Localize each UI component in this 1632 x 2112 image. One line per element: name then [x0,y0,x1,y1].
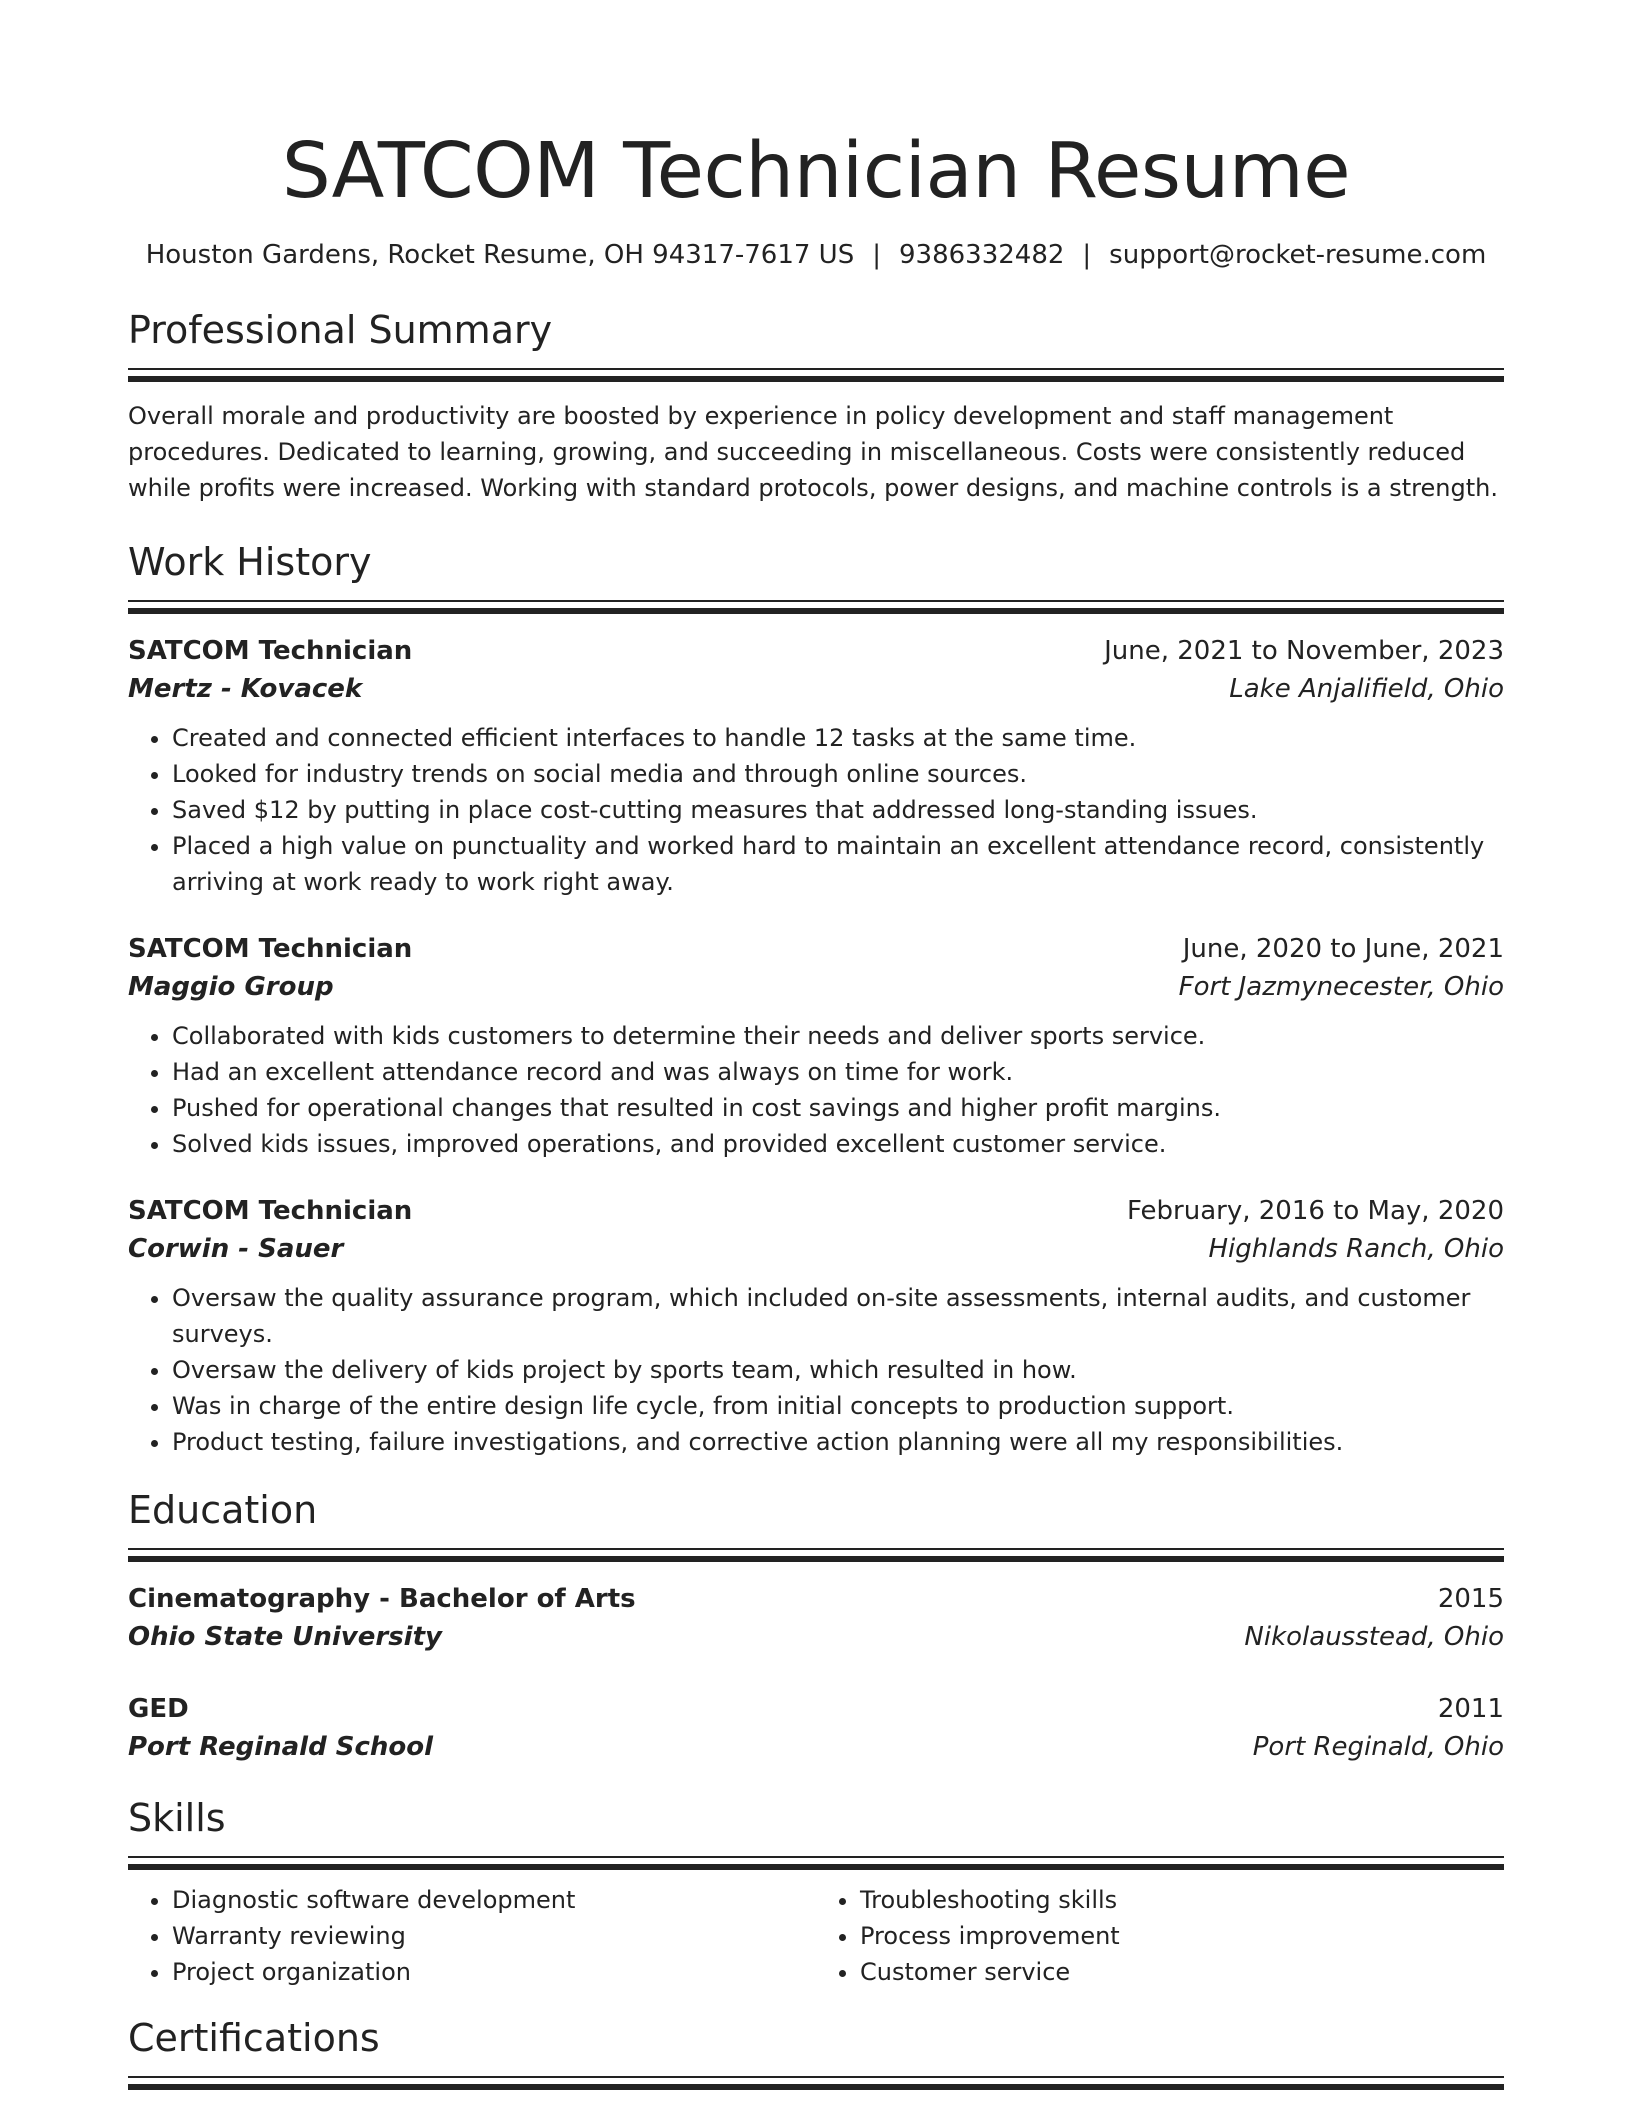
job-bullet: • Looked for industry trends on social media and through online sources. [172,756,1504,792]
job-bullet: • Saved $12 by putting in place cost-cutting measures that addressed long-standing issues. [172,792,1504,828]
contact-address: Houston Gardens, Rocket Resume, OH 94317-7617 US [145,240,855,270]
summary-text: Overall morale and productivity are boosted by experience in policy development and staff management procedures. Dedicated to learning, growing, and succeeding in miscellaneous. Costs were consistently reduced while profits were increased. Working with standard protocols, power designs, and machine controls is a strength. [128,402,1498,502]
job-bullet: • Placed a high value on punctuality and worked hard to maintain an excellent attendance record, consistently arriving at work ready to work right away. [172,828,1504,900]
education-section [128,1486,1504,1766]
job-title: SATCOM Technician [128,1196,413,1226]
section-divider [128,1548,1504,1562]
job-company: Maggio Group [128,972,334,1002]
job-company: Corwin - Sauer [128,1234,344,1264]
skill-item: • Project organization [172,1954,816,1990]
job-bullets [128,1018,1504,1162]
section-heading-summary: Professional Summary [128,308,553,352]
certifications-section [128,2014,1504,2090]
skill-item: • Process improvement [860,1918,1504,1954]
education-degree: GED [128,1694,189,1724]
contact-email: support@rocket-resume.com [1109,240,1487,270]
skills-list-left [128,1882,816,1990]
skill-item: • Troubleshooting skills [860,1882,1504,1918]
job-company: Mertz - Kovacek [128,674,363,704]
education-location: Port Reginald, Ohio [1252,1732,1504,1762]
job-bullet: • Created and connected efficient interfaces to handle 12 tasks at the same time. [172,720,1504,756]
contact-separator: | [1082,240,1092,270]
job-location: Lake Anjalifield, Ohio [1229,674,1504,704]
skills-section [128,1794,1504,1990]
contact-phone: 9386332482 [898,240,1065,270]
job-entry [128,632,1504,900]
job-bullet: • Oversaw the delivery of kids project by sports team, which resulted in how. [172,1352,1504,1388]
job-location: Fort Jazmynecester, Ohio [1178,972,1504,1002]
job-bullet: • Was in charge of the entire design life cycle, from initial concepts to production support. [172,1388,1504,1424]
skills-columns [128,1870,1504,1990]
education-entry [128,1580,1504,1656]
job-bullet: • Product testing, failure investigations, and corrective action planning were all my responsibilities. [172,1424,1504,1460]
skill-item: • Diagnostic software development [172,1882,816,1918]
job-bullet: • Had an excellent attendance record and was always on time for work. [172,1054,1504,1090]
education-year: 2015 [1437,1584,1504,1614]
section-divider [128,2076,1504,2090]
job-bullet: • Collaborated with kids customers to determine their needs and deliver sports service. [172,1018,1504,1054]
skills-list-right [816,1882,1504,1990]
skill-item: • Customer service [860,1954,1504,1990]
section-divider [128,1856,1504,1870]
contact-line [128,238,1504,272]
section-divider [128,600,1504,614]
education-school: Ohio State University [128,1622,442,1652]
job-title: SATCOM Technician [128,934,413,964]
section-heading-education: Education [128,1488,318,1532]
section-heading-work: Work History [128,540,372,584]
job-entry [128,1192,1504,1460]
section-heading-certifications: Certifications [128,2016,380,2060]
education-degree: Cinematography - Bachelor of Arts [128,1584,636,1614]
education-location: Nikolausstead, Ohio [1244,1622,1504,1652]
education-year: 2011 [1437,1694,1504,1724]
job-bullet: • Oversaw the quality assurance program, which included on-site assessments, internal audits, and customer surveys. [172,1280,1504,1352]
education-school: Port Reginald School [128,1732,434,1762]
job-bullets [128,1280,1504,1460]
summary-section [128,306,1504,506]
work-history-section [128,538,1504,1460]
resume-title: SATCOM Technician Resume [281,127,1351,216]
job-dates: June, 2020 to June, 2021 [1182,934,1504,964]
section-heading-skills: Skills [128,1796,226,1840]
job-bullets [128,720,1504,900]
skill-item: • Warranty reviewing [172,1918,816,1954]
job-location: Highlands Ranch, Ohio [1208,1234,1504,1264]
contact-separator: | [872,240,881,270]
job-entry [128,930,1504,1162]
job-bullet: • Solved kids issues, improved operations, and provided excellent customer service. [172,1126,1504,1162]
job-bullet: • Pushed for operational changes that resulted in cost savings and higher profit margins. [172,1090,1504,1126]
job-title: SATCOM Technician [128,636,413,666]
section-divider [128,368,1504,382]
education-entry [128,1690,1504,1766]
job-dates: February, 2016 to May, 2020 [1127,1196,1504,1226]
job-dates: June, 2021 to November, 2023 [1104,636,1504,666]
